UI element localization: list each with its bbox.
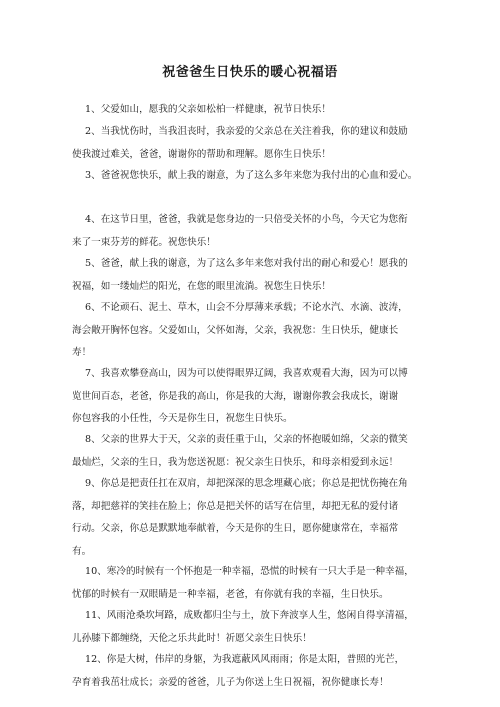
paragraph-line: 落，却把慈祥的笑挂在脸上；你总是把关怀的话写在信里，却把无私的爱付诸: [72, 500, 399, 512]
paragraph-line: 海会敞开胸怀包容。父爱如山，父怀如海，父亲，我祝您：生日快乐，健康长: [72, 324, 399, 336]
paragraph-11: [72, 605, 432, 650]
paragraph-line: 忧郁的时候有一双眼睛是一种幸福，老爸，有你就有我的幸福，生日快乐。: [72, 588, 389, 600]
paragraph-9: [72, 473, 432, 563]
paragraph-2: [72, 121, 432, 166]
paragraph-line: 2、当我忧伤时，当我沮丧时，我亲爱的父亲总在关注着我，你的建议和鼓励: [85, 126, 408, 137]
paragraph-line: 祝福，如一缕灿烂的阳光，在您的眼里流淌。祝您生日快乐！: [72, 280, 332, 292]
paragraph-12: [72, 649, 432, 694]
paragraph-line: 10、寒冷的时候有一个怀抱是一种幸福，恐慌的时候有一只大手是一种幸福，: [85, 566, 414, 577]
paragraph-4: [72, 209, 432, 254]
paragraph-line: 使我渡过难关，爸爸，谢谢你的帮助和理解。愿你生日快乐！: [72, 148, 332, 160]
paragraph-line: 行动。父亲，你总是默默地奉献着，今天是你的生日，愿你健康常在，幸福常: [72, 523, 399, 534]
paragraph-line: 12、你是大树，伟岸的身躯，为我遮蔽风风雨雨；你是太阳，普照的光芒，: [85, 654, 405, 665]
paragraph-7: [72, 363, 432, 431]
document-title: 祝爸爸生日快乐的暖心祝福语: [162, 65, 338, 80]
paragraph-line: 6、不论顽石、泥土、草木，山会不分厚薄来承载；不论水汽、水滴、波涛，: [85, 302, 408, 313]
paragraph-line: 3、爸爸祝您快乐，献上我的谢意，为了这么多年来您为我付出的心血和爱心。: [85, 170, 418, 181]
paragraph-1: [72, 99, 432, 122]
paragraph-line: 11、风雨沧桑坎坷路，成败都归尘与土，放下奔波享人生，悠闲自得享清福，: [85, 610, 414, 621]
paragraph-6: [72, 297, 432, 365]
paragraph-line: 9、你总是把责任扛在双肩，却把深深的思念埋藏心底；你总是把忧伤掩在角: [85, 478, 408, 489]
paragraph-line: 有。: [72, 545, 92, 557]
paragraph-8: [72, 429, 432, 474]
paragraph-10: [72, 561, 432, 606]
paragraph-line: 览世间百态，老爸，你是我的高山，你是我的大海，谢谢你教会我成长，谢谢: [72, 390, 399, 402]
paragraph-line: 你包容我的小任性，今天是你生日，祝您生日快乐。: [72, 413, 293, 424]
paragraph-line: 孕育着我茁壮成长；亲爱的爸爸，儿子为你送上生日祝福，祝你健康长寿！: [72, 676, 389, 688]
paragraph-line: 最灿烂，父亲的生日，我为您送祝愿：祝父亲生日快乐，和母亲相爱到永远！: [72, 456, 399, 468]
paragraph-line: 1、父爱如山，愿我的父亲如松柏一样健康，祝节日快乐！: [85, 104, 331, 115]
paragraph-line: 儿孙膝下都缠绕，天伦之乐共此时！祈愿父亲生日快乐！: [72, 632, 312, 644]
paragraph-3: [72, 165, 432, 188]
paragraph-line: 寿！: [72, 347, 92, 358]
paragraph-line: 5、爸爸，献上我的谢意，为了这么多年来您对我付出的耐心和爱心！愿我的: [85, 258, 408, 269]
paragraph-line: 8、父亲的世界大于天，父亲的责任重于山，父亲的怀抱暖如绵，父亲的微笑: [85, 434, 408, 445]
paragraph-line: 4、在这节日里，爸爸，我就是您身边的一只倍受关怀的小鸟，今天它为您衔: [85, 214, 408, 225]
paragraph-line: 7、我喜欢攀登高山，因为可以使得眼界辽阔，我喜欢观看大海，因为可以博: [85, 368, 408, 379]
paragraph-5: [72, 253, 432, 298]
paragraph-line: 来了一束芬芳的鲜花。祝您快乐！: [72, 236, 216, 248]
